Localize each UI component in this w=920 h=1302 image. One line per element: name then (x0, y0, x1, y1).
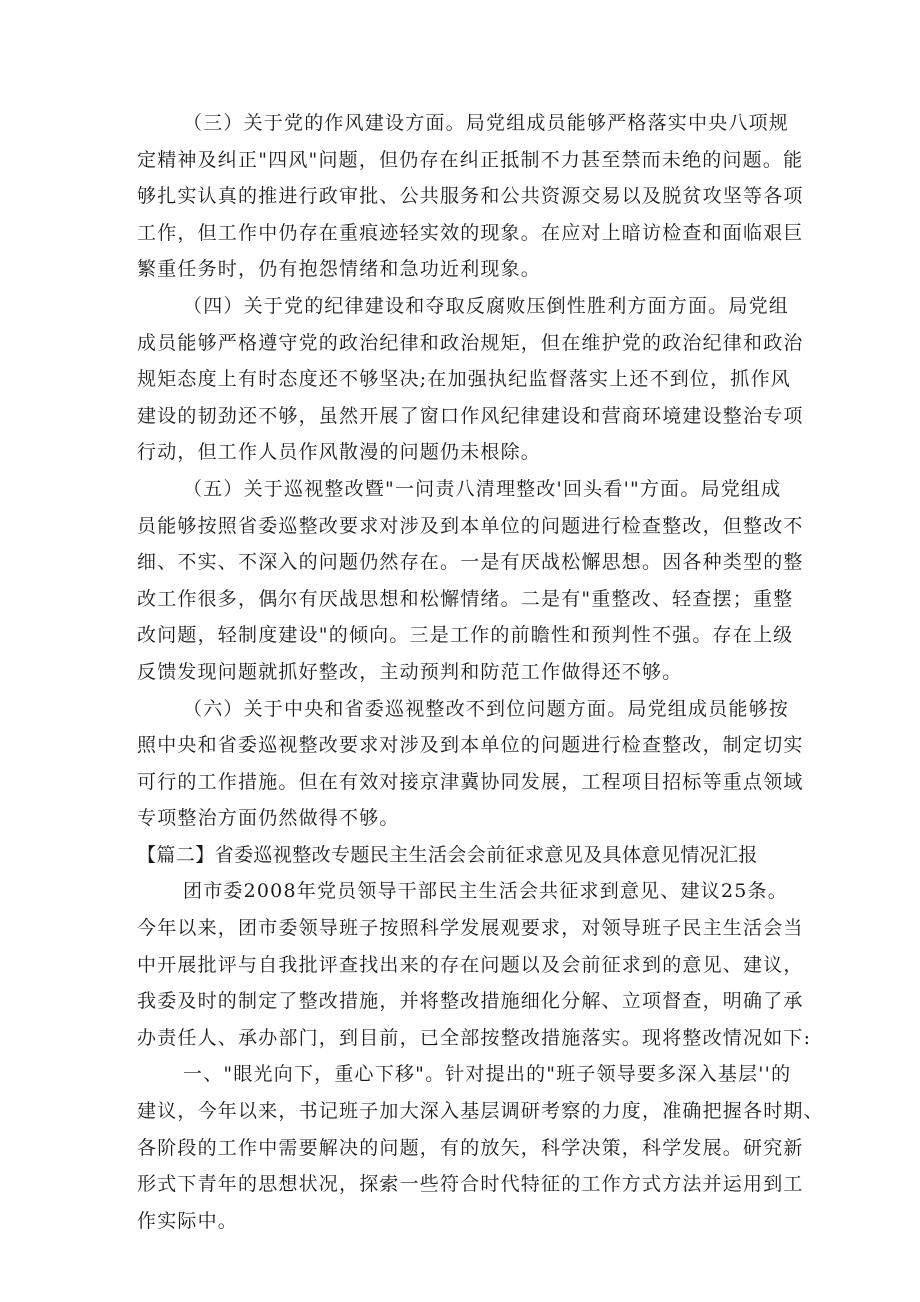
text-line: 定精神及纠正"四风"问题，但仍存在纠正抵制不力甚至禁而未绝的问题。能 (137, 148, 804, 171)
text-line: （三）关于党的作风建设方面。局党组成员能够严格落实中央八项规 (183, 112, 790, 134)
paragraph-6 (137, 691, 804, 837)
text-line: 今年以来，团市委领导班子按照科学发展观要求，对领导班子民主生活会当 (137, 917, 804, 940)
text-line: 团市委2008年党员领导干部民主生活会共征求到意见、建议25条。 (183, 880, 788, 903)
text-line: 形式下青年的思想状况，探索一些符合时代特征的工作方式方法并运用到工 (137, 1173, 804, 1196)
paragraph-4 (137, 288, 804, 471)
text-line: 够扎实认真的推进行政审批、公共服务和公共资源交易以及脱贫攻坚等各项 (137, 185, 804, 208)
paragraph-3 (137, 105, 804, 288)
section-heading: 【篇二】省委巡视整改专题民主生活会会前征求意见及具体意见情况汇报 (137, 843, 758, 866)
text-line: 我委及时的制定了整改措施，并将整改措施细化分解、立项督查，明确了承 (137, 990, 804, 1013)
text-line: （五）关于巡视整改暨"一问责八清理整改'回头看'"方面。局党组成 (183, 477, 782, 500)
text-line: 行动，但工作人员作风散漫的问题仍未根除。 (137, 441, 542, 464)
text-line: 办责任人、承办部门，到目前，已全部按整改措施落实。现将整改情况如下: (137, 1026, 812, 1049)
text-line: 各阶段的工作中需要解决的问题，有的放矢，科学决策，科学发展。研究新 (137, 1136, 804, 1159)
text-line: 改工作很多，偶尔有厌战思想和松懈情绪。二是有"重整改、轻查摆；重整 (137, 587, 794, 610)
text-line: 照中央和省委巡视整改要求对涉及到本单位的问题进行检查整改，制定切实 (137, 734, 804, 757)
text-line: 规矩态度上有时态度还不够坚决;在加强执纪监督落实上还不到位，抓作风 (137, 368, 792, 391)
text-line: （四）关于党的纪律建设和夺取反腐败压倒性胜利方面方面。局党组 (183, 294, 790, 317)
text-line: 工作，但工作中仍存在重痕迹轻实效的现象。在应对上暗访检查和面临艰巨 (137, 221, 804, 244)
document-body (137, 105, 824, 1239)
text-line: 可行的工作措施。但在有效对接京津冀协同发展，工程项目招标等重点领域 (137, 770, 804, 793)
paragraph-item-1 (137, 1056, 824, 1239)
text-line: 中开展批评与自我批评查找出来的存在问题以及会前征求到的意见、建议， (137, 953, 804, 976)
text-line: 专项整治方面仍然做得不够。 (137, 807, 400, 830)
paragraph-5 (137, 471, 804, 691)
text-line: 建议，今年以来，书记班子加大深入基层调研考察的力度，准确把握各时期、 (137, 1100, 824, 1123)
text-line: 作实际中。 (137, 1209, 239, 1232)
text-line: 改问题，轻制度建设"的倾向。三是工作的前瞻性和预判性不强。存在上级 (137, 624, 794, 647)
text-line: 建设的韧劲还不够，虽然开展了窗口作风纪律建设和营商环境建设整治专项 (137, 404, 804, 427)
paragraph-report-intro (137, 873, 812, 1056)
text-line: 细、不实、不深入的问题仍然存在。一是有厌战松懈思想。因各种类型的整 (137, 551, 804, 574)
text-line: 一、"眼光向下，重心下移"。针对提出的"班子领导要多深入基层''的 (183, 1063, 792, 1086)
text-line: 成员能够严格遵守党的政治纪律和政治规矩，但在维护党的政治纪律和政治 (137, 331, 804, 354)
text-line: （六）关于中央和省委巡视整改不到位问题方面。局党组成员能够按 (183, 697, 790, 720)
text-line: 繁重任务时，仍有抱怨情绪和急功近利现象。 (137, 258, 542, 281)
text-line: 员能够按照省委巡整改要求对涉及到本单位的问题进行检查整改，但整改不 (137, 514, 804, 537)
text-line: 反馈发现问题就抓好整改，主动预判和防范工作做得还不够。 (137, 660, 683, 683)
